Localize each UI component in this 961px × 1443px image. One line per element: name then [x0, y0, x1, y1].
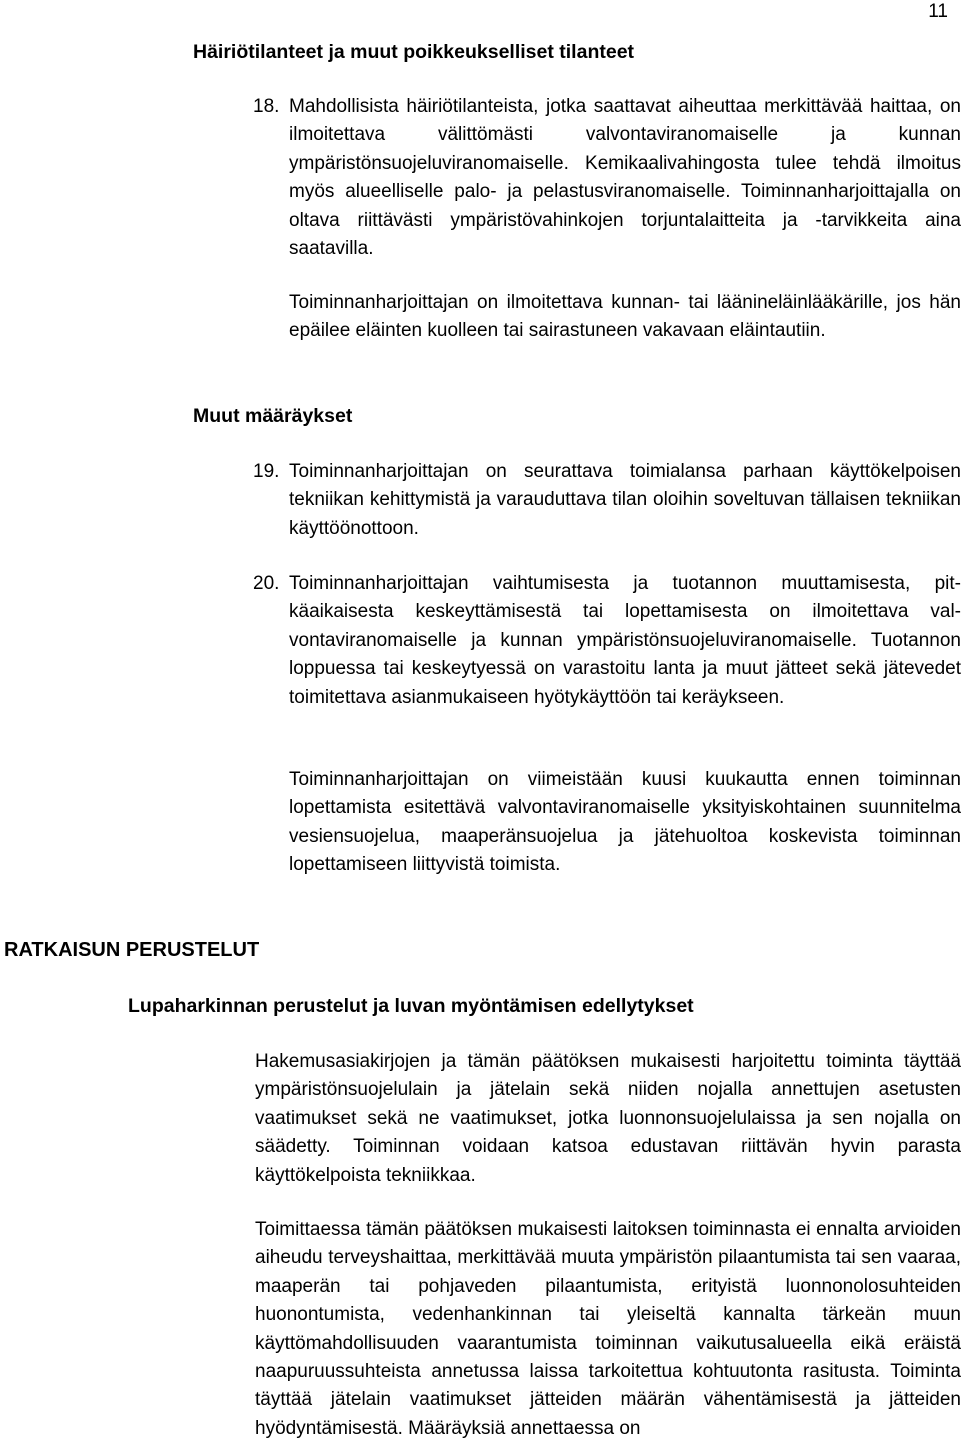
paragraph-18	[253, 93, 961, 263]
paragraph-number: 20.	[253, 573, 280, 594]
paragraph-text: Hakemusasiakirjojen ja tämän päätöksen mukaisesti harjoitettu toiminta täyttää ympäristönsuojelulain ja jätelain sekä niiden nojalla annettujen asetusten vaatimukset sekä ne vaatimukset, jotka luonnonsuojelulaissa ja sen nojalla on säädetty. Toiminnan voidaan katsoa edustavan riittävän hyvin parasta käyttökelpoista tekniikkaa.	[255, 1051, 961, 1186]
paragraph-text: Mahdollisista häiriötilanteista, jotka saattavat aiheuttaa merkittävää haittaa, on ilmoitettava välittömästi valvontaviranomaiselle ja kunnan ympäristönsuojeluviranomaiselle. Kemikaalivahingosta tulee tehdä ilmoitus myös alueelliselle palo- ja pelastusviranomaiselle. Toiminnanharjoittajalla on oltava riittävästi ympäristövahinkojen torjuntalaitteita ja -tarvikkeita aina saatavilla.	[289, 96, 961, 260]
reasons-paragraph-2	[255, 1216, 961, 1443]
paragraph-text: Toiminnanharjoittajan on viimeistään kuusi kuukautta ennen toiminnan lopettamista esitettävä valvontaviranomaiselle yksityiskohtainen suunnitelma vesiensuojelua, maaperänsuojelua ja jätehuoltoa koskevista toiminnan lopettamiseen liittyvistä toimista.	[289, 769, 961, 876]
paragraph-text: Toiminnanharjoittajan on seurattava toimialansa parhaan käyttökelpoisen tekniikan kehittymistä ja varauduttava tilan oloihin soveltuvan tällaisen tekniikan käyttöönottoon.	[289, 461, 961, 539]
paragraph-number: 19.	[253, 461, 280, 482]
paragraph-text: Toiminnanharjoittajan on ilmoitettava kunnan- tai läänineläinlääkärille, jos hän epäilee eläinten kuolleen tai sairastuneen vakavaan eläintautiin.	[289, 292, 961, 342]
paragraph-19	[253, 458, 961, 543]
section-heading-reasons: RATKAISUN PERUSTELUT	[4, 939, 260, 961]
paragraph-18-continued	[289, 289, 961, 346]
paragraph-20	[253, 570, 961, 712]
paragraph-20-continued	[289, 766, 961, 880]
section-heading-disturbances: Häiriötilanteet ja muut poikkeukselliset tilanteet	[193, 41, 635, 63]
paragraph-text: Toiminnanharjoittajan vaihtumisesta ja tuotannon muuttamisesta, pitkäaikaisesta keskeyttämisestä tai lopettamisesta on ilmoitettava valvontaviranomaiselle ja kunnan ympäristönsuojeluviranomaiselle. Tuotannon loppuessa tai keskeytyessä on varastoitu lanta ja muut jätteet sekä jätevedet toimitettava asianmukaiseen hyötykäyttöön tai keräykseen.	[289, 573, 961, 708]
section-heading-other-rules: Muut määräykset	[193, 405, 353, 427]
reasons-paragraph-1	[255, 1048, 961, 1190]
paragraph-text: Toimittaessa tämän päätöksen mukaisesti laitoksen toiminnasta ei ennalta arvioiden aiheudu terveyshaittaa, merkittävää muuta ympäristön pilaantumista tai sen vaaraa, maaperän tai pohjaveden pilaantumista, erityistä luonnonolosuhteiden huonontumista, vedenhankinnan tai yleiseltä kannalta tärkeän muun käyttömahdollisuuden vaarantumista toiminnan vaikutusalueella eikä eräistä naapuruussuhteista annetussa laissa tarkoitettua kohtuutonta rasitusta. Toiminta täyttää jätelain vaatimukset jätteiden määrän vähentämisestä ja jätteiden hyödyntämisestä. Määräyksiä annettaessa on	[255, 1219, 961, 1439]
page-number: 11	[928, 1, 948, 22]
paragraph-number: 18.	[253, 96, 280, 117]
subsection-heading-permit-grounds: Lupaharkinnan perustelut ja luvan myöntämisen edellytykset	[128, 995, 694, 1017]
